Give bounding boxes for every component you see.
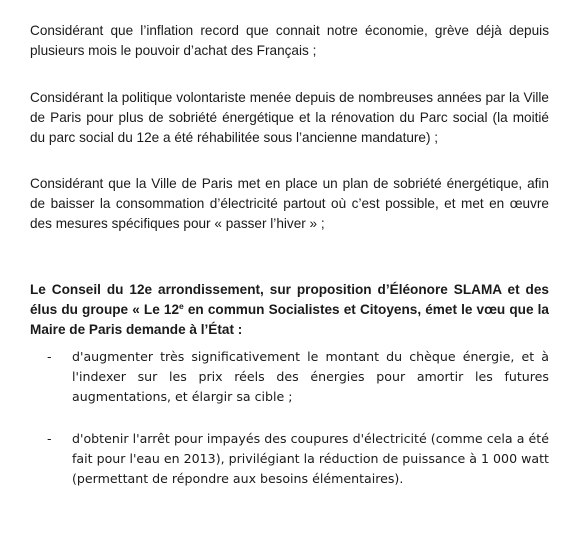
list-item-text: d'obtenir l'arrêt pour impayés des coupures d'électricité (comme cela a été fait pour l'eau en 2013), privilégiant la réduction de puissance à 1 000 watt (permettant de répondre aux besoins élémentaires). xyxy=(72,431,549,486)
demands-list xyxy=(30,347,549,489)
resolution-superscript: e xyxy=(179,301,184,311)
considering-paragraph-inflation: Considérant que l’inflation record que connait notre économie, grève déjà depuis plusieurs mois le pouvoir d’achat des Français ; xyxy=(30,23,549,58)
list-item-marker: - xyxy=(47,431,52,446)
list-item xyxy=(30,429,549,489)
list-item-marker: - xyxy=(47,349,52,364)
resolution-text-after: en commun Socialistes et Citoyens, émet le vœu que la Maire de Paris demande à l’État : xyxy=(30,302,549,337)
resolution-paragraph xyxy=(30,280,549,340)
document-body xyxy=(30,21,549,489)
list-item-text: d'augmenter très significativement le montant du chèque énergie, et à l'indexer sur les prix réels des énergies pour amortir les futures augmentations, et élargir sa cible ; xyxy=(72,349,549,404)
considering-paragraph-energy-policy: Considérant la politique volontariste menée depuis de nombreuses années par la Ville de Paris pour plus de sobriété énergétique et la rénovation du Parc social (la moitié du parc social du 12e a été réhabilitée sous l’ancienne mandature) ; xyxy=(30,90,549,145)
considering-paragraph-sobriety-plan: Considérant que la Ville de Paris met en place un plan de sobriété énergétique, afin de baisser la consommation d’électricité partout où c’est possible, et met en œuvre des mesures spécifiques pour « passer l’hiver » ; xyxy=(30,176,549,231)
list-item xyxy=(30,347,549,407)
resolution-text-before: Le Conseil du 12e arrondissement, sur proposition d’Éléonore SLAMA et des élus du groupe « Le 12 xyxy=(30,282,549,317)
